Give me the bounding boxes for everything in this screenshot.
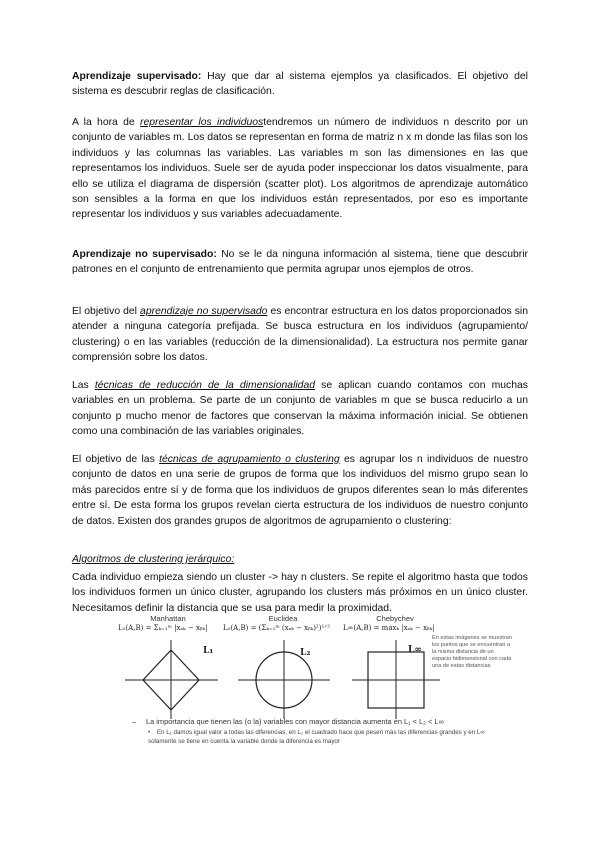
dimensionality-link: técnicas de reducción de la dimensionalidad	[94, 380, 316, 391]
unsupervised-heading: Aprendizaje no supervisado:	[72, 249, 217, 260]
figure-note: En estas imágenes se muestran los puntos que se encuentran a la misma distancia de un espacio bidimensional con cada una de estas distancias	[432, 635, 512, 669]
manhattan-formula: L₁(A,B) = Σₖ₌₁ᵐ |xₐₖ − xᵦₖ|	[118, 624, 208, 632]
supervised-text: Hay que dar al sistema ejemplos ya clasificados. El objetivo del sistema es descubrir reglas de clasificación.	[72, 71, 528, 98]
l2-label: L₂	[300, 648, 311, 658]
euclidean-title: Euclidea	[268, 614, 298, 623]
euclidean-diagram	[238, 640, 330, 719]
euclidean-formula: L₂(A,B) = (Σₖ₌₁ᵐ (xₐₖ − xᵦₖ)²)¹ᐟ²	[223, 624, 331, 632]
clustering-pre: El objetivo de las	[72, 454, 160, 465]
bullet-detail-text: En L₁ damos igual valor a todas las diferencias, en L₂ el cuadrado hace que pesen más las diferencias grandes y en L∞ solamente se tiene en cuenta la variable donde la diferencia es mayor	[148, 729, 485, 745]
representation-link: representar los individuos	[140, 117, 264, 128]
chebychev-diagram	[352, 640, 440, 719]
distance-diagrams	[0, 612, 600, 732]
representation-paragraph	[72, 115, 528, 223]
bullet-importance: – La importancia que tienen las (o la) variables con mayor distancia aumenta en L₁ < L₂ < L∞	[132, 717, 444, 726]
clustering-text: es agrupar los n individuos de nuestro conjunto de datos en una serie de grupos de forma que los individuos del mismo grupo sean lo más parecidos entre sí y de forma que los individuos de grupos diferentes sean lo más diferentes entre sí. De esta forma los grupos revelan cierta estructura de los individuos de nuestro conjunto de datos. Existen dos grandes grupos de algoritmos de agrupamiento o clustering:	[72, 454, 528, 527]
linf-label: L∞	[408, 645, 422, 655]
bullet-importance-text: La importancia que tienen las (o la) variables con mayor distancia aumenta en L₁ < L₂ < L∞	[146, 717, 444, 726]
objective-link: aprendizaje no supervisado	[140, 306, 268, 317]
supervised-heading: Aprendizaje supervisado:	[72, 71, 202, 82]
unsupervised-text: No se le da ninguna información al sistema, tiene que descubrir patrones en el conjunto de entrenamiento que permita agrupar unos ejemplos de otros.	[72, 249, 528, 276]
manhattan-title: Manhattan	[150, 614, 186, 623]
bullet-detail: • En L₁ damos igual valor a todas las diferencias, en L₂ el cuadrado hace que pesen más las diferencias grandes y en L∞ solamente se tiene en cuenta la variable donde la diferencia es mayor	[148, 729, 485, 745]
hierarchical-heading: Algoritmos de clustering jerárquico:	[72, 554, 235, 565]
hierarchical-paragraph: Cada individuo empieza siendo un cluster -> hay n clusters. Se repite el algoritmo hasta que todos los individuos formen un único cluster, agrupando los clusters más próximos en un único cluster. Necesitamos definir la distancia que se usa para medir la proximidad.	[72, 572, 528, 614]
unsupervised-paragraph	[72, 247, 528, 278]
chebychev-formula: L∞(A,B) = maxₖ |xₐₖ − xᵦₖ|	[343, 624, 435, 632]
dimensionality-pre: Las	[72, 380, 95, 391]
representation-pre: A la hora de	[72, 117, 140, 128]
representation-text: tendremos un número de individuos n descrito por un conjunto de variables m. Los datos se representan en forma de matriz n x m donde las filas son los individuos y las columnas las variables. Las variables m son las dimensiones en las que representamos los individuos. Suele ser de ayuda poder inspeccionar los datos visualmente, para ello se utiliza el diagrama de dispersión (scatter plot). Los algoritmos de aprendizaje automático son sensibles a la forma en que los individuos están representados, por eso es importante representar los individuos y sus variables adecuadamente.	[72, 117, 528, 221]
dimensionality-paragraph	[72, 378, 528, 440]
objective-paragraph	[72, 304, 528, 366]
chebychev-title: Chebychev	[376, 614, 414, 623]
dimensionality-text: se aplican cuando contamos con muchas variables en un problema. Se parte de un conjunto de variables m que se busca reducirlo a un conjunto p mucho menor de factores que conservan la máxima información inicial. Se obtienen como una combinación de las variables originales.	[72, 380, 529, 438]
objective-text: es encontrar estructura en los datos proporcionados sin atender a ninguna categoría prefijada. Se busca estructura en los individuos (agrupamiento/ clustering) o en las variables (reducción de la dimensionalidad). La estructura nos permite ganar comprensión sobre los datos.	[72, 306, 528, 364]
objective-pre: El objetivo del	[72, 306, 141, 317]
clustering-link: técnicas de agrupamiento o clustering	[159, 454, 340, 465]
distance-figure	[0, 612, 600, 732]
clustering-paragraph	[72, 452, 528, 529]
l1-label: L₁	[203, 646, 214, 656]
supervised-paragraph	[72, 69, 528, 100]
